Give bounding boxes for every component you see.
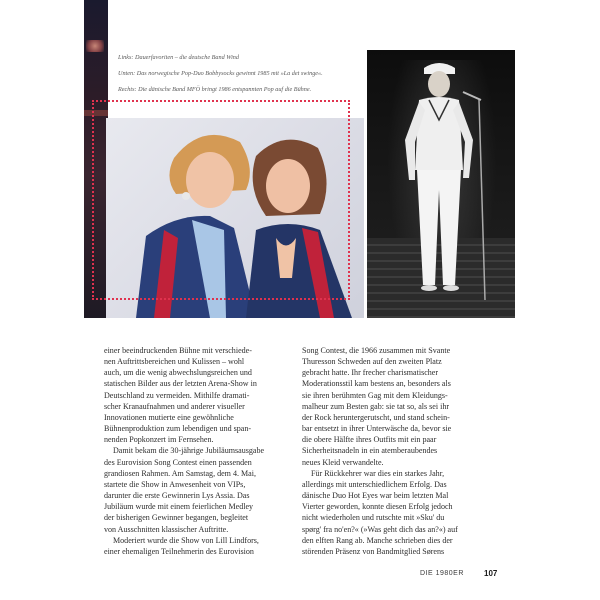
text-line: allerdings mit unterschiedlichem Erfolg. Das: [302, 479, 447, 489]
text-line: neues Kleid verwandelte.: [302, 457, 384, 467]
text-line: des Eurovision Song Contest einen passenden: [104, 457, 252, 467]
text-line: Bühnenproduktion zum lebendigen und span-: [104, 424, 252, 434]
text-line: malheur zum Besten gab: sie tat so, als sei ihr: [302, 401, 450, 411]
text-line: Song Contest, die 1966 zusammen mit Svante: [302, 346, 451, 355]
text-column-right: [302, 345, 494, 557]
text-line: einer beeindruckenden Bühne mit verschiede-: [104, 346, 252, 355]
text-column-left: [104, 345, 292, 557]
caption-right: Rechts: Die dänische Band MFÖ bringt 1986 entspannten Pop auf die Bühne.: [118, 86, 312, 93]
text-line: einer ehemaligen Teilnehmerin des Eurovision: [104, 546, 254, 556]
photo-singer-on-stage: [367, 50, 515, 318]
photo-duo-bobbysocks: [106, 118, 364, 318]
text-line: der bisherigen Gewinner begangen, begleitet: [104, 513, 249, 523]
text-line: störenden Präsenz von Bandmitglied Sørens: [302, 546, 445, 556]
page-number: 107: [484, 569, 498, 578]
text-line: die obere Hälfte ihres Outfits mit ein paar: [302, 435, 437, 445]
text-line: scher Kranaufnahmen und anderer visueller: [104, 401, 245, 411]
left-photo-strip: [84, 0, 108, 318]
singer-figure: [367, 50, 515, 318]
text-line: der Rock heruntergerutscht, und stand schein-: [302, 412, 450, 422]
section-title: DIE 1980ER: [420, 570, 464, 577]
text-line: Für Rückkehrer war dies ein starkes Jahr,: [311, 468, 445, 478]
text-line: Deutschland zu vermeiden. Mithilfe dramati-: [104, 390, 250, 400]
text-line: sie ihren berühmten Gag mit dem Kleidungs-: [302, 390, 448, 400]
caption-left: Links: Dauerfavoriten – die deutsche Band Wind: [118, 54, 239, 61]
caption-below: Unten: Das norwegische Pop-Duo Bobbysocks gewinnt 1985 mit »La det swinge«.: [118, 70, 323, 77]
text-line: von Ausschnitten klassischer Auftritte.: [104, 524, 229, 534]
text-line: Thuresson Schweden auf den zweiten Platz: [302, 357, 442, 367]
text-line: statischen Bilder aus der letzten Arena-Show in: [104, 379, 257, 389]
text-line: Innovationen mutierte eine gewöhnliche: [104, 412, 234, 422]
text-line: dänische Duo Hot Eyes war beim letzten Mal: [302, 491, 449, 501]
text-line: startete die Show in Anwesenheit von VIPs,: [104, 479, 246, 489]
text-line: Sicherheitsnadeln in ein atemberaubendes: [302, 446, 438, 456]
text-line: grandiosen Rahmen. Am Samstag, dem 4. Mai,: [104, 468, 256, 478]
text-line: Damit bekam die 30-jährige Jubiläumsausgabe: [113, 446, 265, 456]
stage-light-streak: [84, 110, 108, 116]
text-line: spørg' fra no'en?« (»Was geht dich das an?«) auf: [302, 524, 458, 534]
text-line: nen Auftrittsbereichen und Kulissen – wohl: [104, 357, 245, 367]
text-line: Moderationsstil kam bestens an, besonders als: [302, 379, 451, 389]
text-line: Vierter geworden, konnte diesen Erfolg jedoch: [302, 502, 453, 512]
page-footer: [410, 568, 500, 582]
photo-captions: [118, 54, 343, 102]
text-line: auch, um die wenig abwechslungsreichen und: [104, 368, 252, 378]
text-line: Jubiläum wurde mit einem feierlichen Medley: [104, 502, 254, 512]
text-line: darunter die erste Gewinnerin Lys Assia. Das: [104, 491, 250, 501]
text-line: Moderiert wurde die Show von Lill Lindfors,: [113, 535, 259, 545]
duo-figures: [106, 118, 364, 318]
text-line: nicht wiederholen und rutschte mit »Sku' du: [302, 513, 445, 523]
text-line: gebracht hatte. Ihr frecher charismatischer: [302, 368, 439, 378]
text-line: den elften Rang ab. Manche schrieben dies der: [302, 535, 453, 545]
text-line: nenden Popkonzert im Fernsehen.: [104, 435, 214, 445]
stage-light-glint: [86, 40, 104, 52]
text-line: bar entsetzt in ihrer Unterwäsche da, bevor sie: [302, 424, 452, 434]
